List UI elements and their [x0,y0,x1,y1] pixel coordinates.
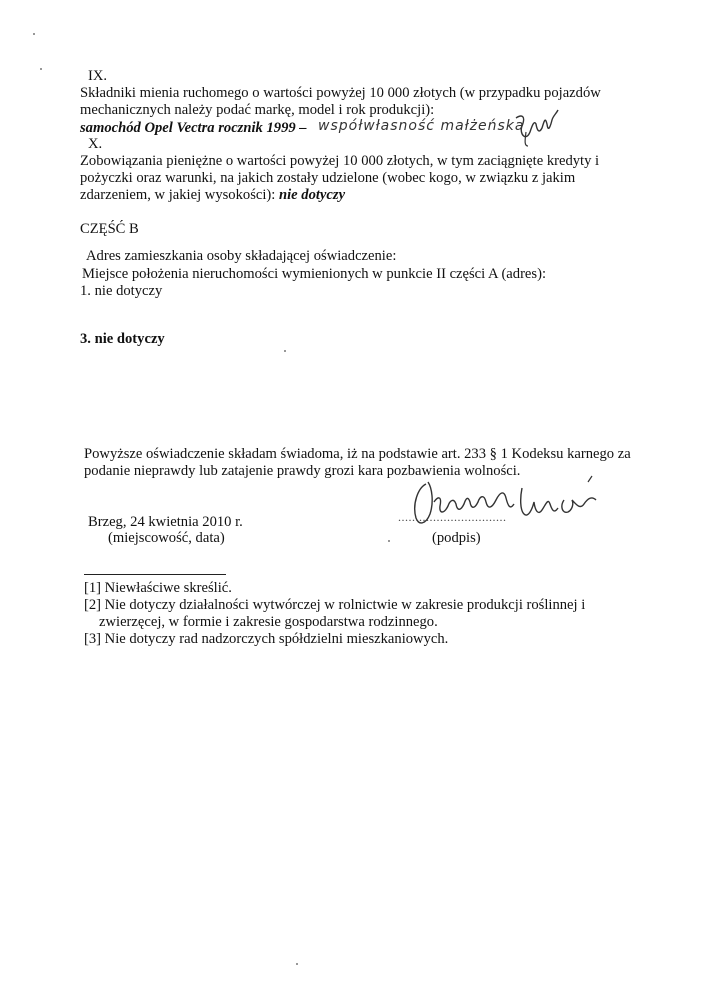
section-ix-line1: Składniki mienia ruchomego o wartości powyżej 10 000 złotych (w przypadku pojazdów [80,85,601,101]
handwritten-note: współwłasność małżeńska [318,118,525,134]
scan-speck [33,33,35,35]
place-date-caption: (miejscowość, data) [108,530,225,546]
place-date: Brzeg, 24 kwietnia 2010 r. [88,514,243,530]
footnote-2-continued: zwierzęcej, w formie i zakresie gospodarstwa rodzinnego. [99,614,438,630]
part-b-item1: 1. nie dotyczy [80,283,163,299]
handwritten-signature [404,474,604,536]
part-b-line2: Miejsce położenia nieruchomości wymienionych w punkcie II części A (adres): [82,266,547,282]
scan-speck [296,963,298,965]
section-x-line3-prefix: zdarzeniem, w jakiej wysokości): [80,187,276,203]
section-x-number: X. [88,136,103,152]
part-b-line1: Adres zamieszkania osoby składającej oświadczenie: [86,248,397,264]
declaration-line2: podanie nieprawdy lub zatajenie prawdy grozi kara pozbawienia wolności. [84,463,521,479]
signature-caption: (podpis) [432,530,481,546]
footnote-2: [2] Nie dotyczy działalności wytwórczej w rolnictwie w zakresie produkcji roślinnej i [84,597,586,613]
part-b-item3: 3. nie dotyczy [80,331,165,347]
scan-speck [388,540,390,542]
declaration-line1: Powyższe oświadczenie składam świadoma, iż na podstawie art. 233 § 1 Kodeksu karnego za [84,446,631,462]
section-x-line3 [80,187,345,204]
footnote-3: [3] Nie dotyczy rad nadzorczych spółdzielni mieszkaniowych. [84,631,449,647]
section-ix-answer: samochód Opel Vectra rocznik 1999 – [80,120,307,136]
footnote-rule [84,574,226,575]
section-ix-line2: mechanicznych należy podać markę, model i rok produkcji): [80,102,435,118]
section-x-line1: Zobowiązania pieniężne o wartości powyżej 10 000 złotych, w tym zaciągnięte kredyty i [80,153,600,169]
section-x-answer: nie dotyczy [278,187,346,203]
initials-signature [512,112,562,148]
footnote-1: [1] Niewłaściwe skreślić. [84,580,232,596]
scan-speck [40,68,42,70]
part-b-heading: CZĘŚĆ B [80,221,139,237]
section-x-line2: pożyczki oraz warunki, na jakich zostały udzielone (wobec kogo, w związku z jakim [80,170,576,186]
signature-dotted-line: ............................... [398,510,507,524]
section-ix-number: IX. [88,68,108,84]
scan-speck [284,350,286,352]
